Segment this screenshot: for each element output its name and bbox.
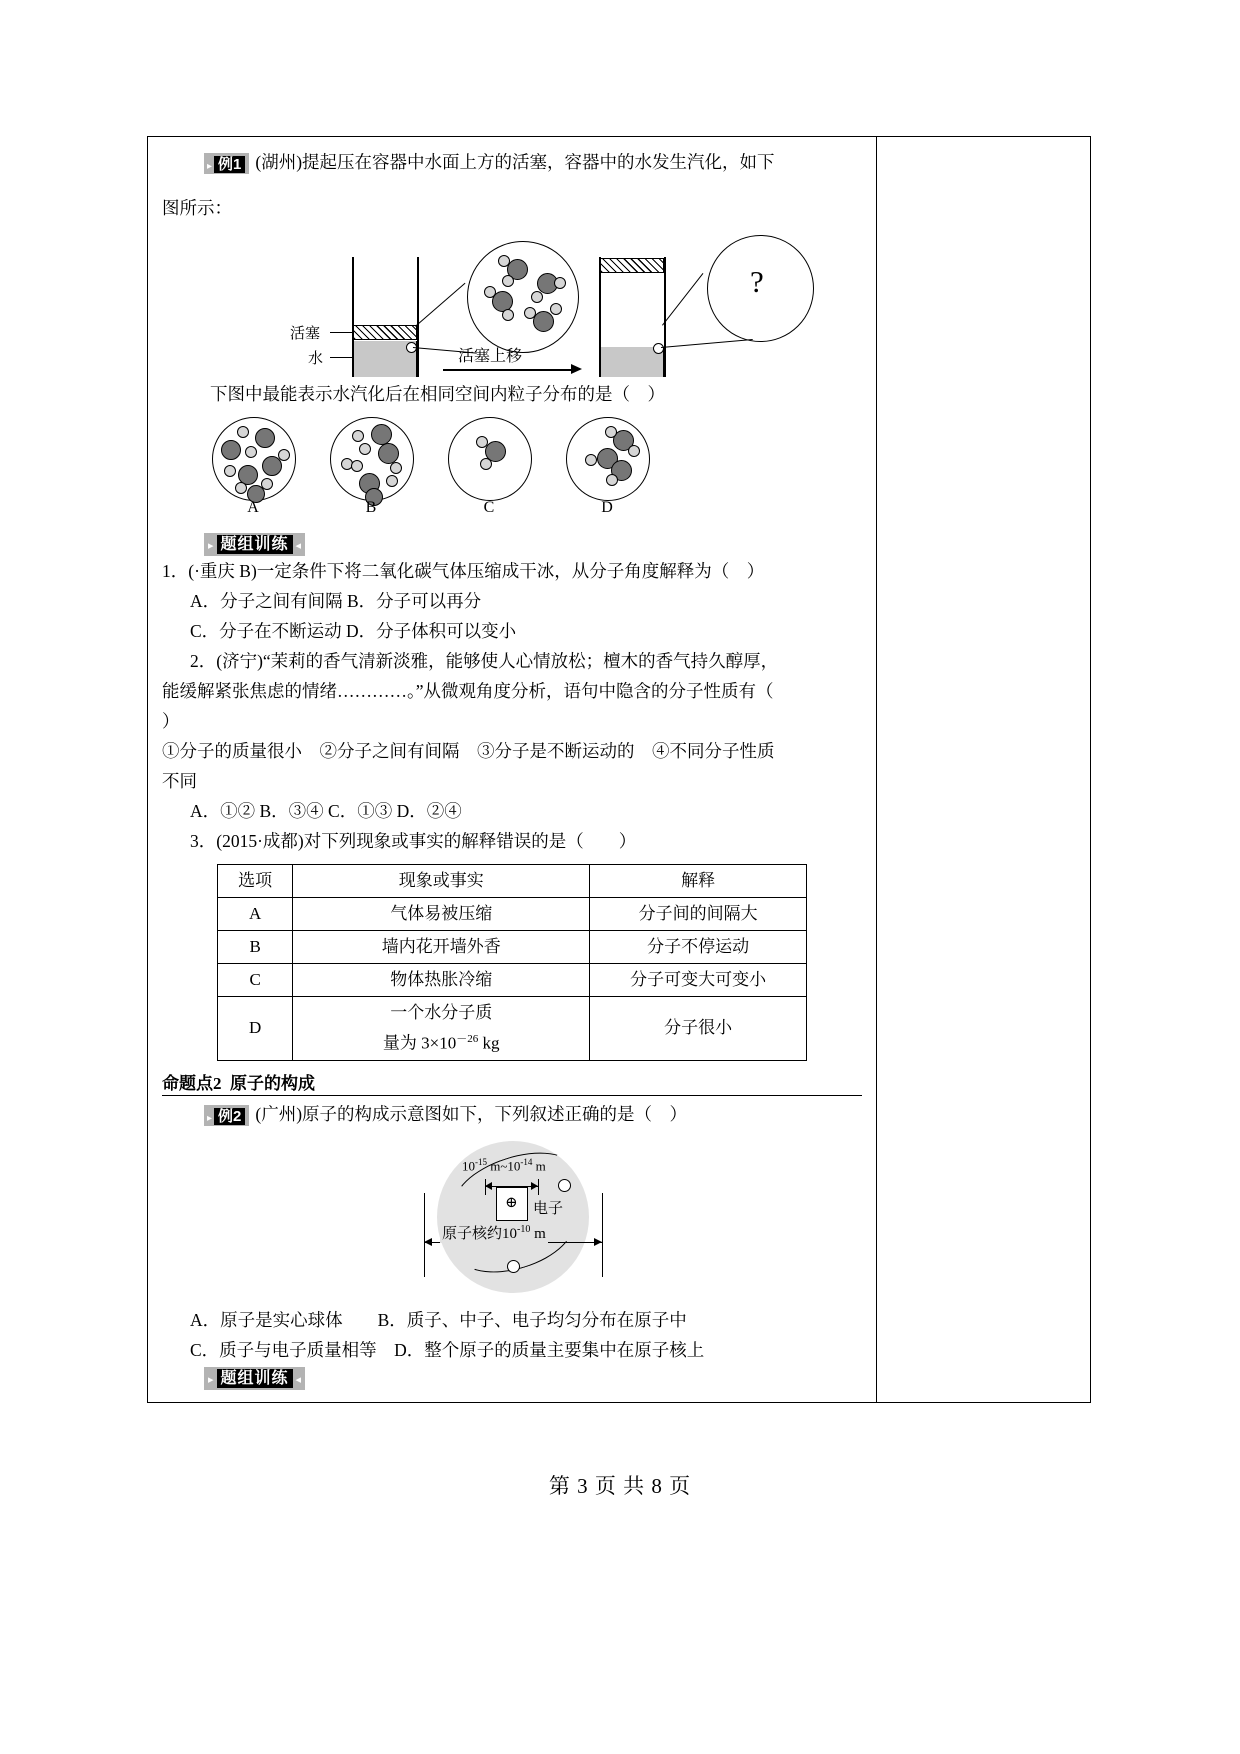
table-cell-option: B — [218, 931, 293, 964]
table-cell-option: D — [218, 997, 293, 1061]
oxygen-atom — [533, 311, 554, 332]
piston-leader-line — [330, 332, 354, 333]
table-cell-fact: 气体易被压缩 — [293, 898, 590, 931]
hydrogen-atom — [550, 303, 562, 315]
question-1-options-cd: C．分子在不断运动 D．分子体积可以变小 — [190, 621, 517, 641]
table-row — [218, 931, 807, 964]
electron-particle — [558, 1179, 571, 1192]
question-2-choices: A．①② B．③④ C．①③ D．②④ — [190, 801, 462, 821]
option-circle-b — [330, 417, 414, 501]
question-3-stem: 3．(2015·成都)对下列现象或事实的解释错误的是（ ） — [190, 831, 637, 851]
atom-size-label — [440, 1222, 548, 1243]
table-cell-fact: 墙内花开墙外香 — [293, 931, 590, 964]
option-label-c: C — [483, 499, 495, 516]
particle-small — [237, 426, 249, 438]
particle-large — [378, 443, 399, 464]
question-1-options-ab: A．分子之间有间隔 B．分子可以再分 — [190, 591, 482, 611]
particle-small — [245, 446, 257, 458]
option-label-d: D — [601, 499, 613, 516]
label-piston: 活塞 — [290, 326, 321, 342]
table-cell-option: A — [218, 898, 293, 931]
particle-large — [255, 428, 275, 448]
point-2-title: 原子的构成 — [230, 1073, 315, 1093]
beaker2-right-wall — [664, 257, 666, 377]
table-cell-explain: 分子很小 — [590, 997, 807, 1061]
water-leader-line — [330, 357, 354, 358]
hydrogen-atom — [502, 275, 514, 287]
move-arrow-line — [443, 369, 573, 371]
particle-small — [359, 443, 371, 455]
particle-small — [278, 449, 290, 461]
page-footer: 第 3 页 共 8 页 — [548, 1474, 692, 1498]
proton-plus-icon: ⊕ — [505, 1194, 518, 1211]
table-cell-explain: 分子间的间隔大 — [590, 898, 807, 931]
point-2-label: 命题点2 — [162, 1073, 222, 1093]
hydrogen-atom — [531, 291, 543, 303]
question-2-items-l1: ①分子的质量很小 ②分子之间有间隔 ③分子是不断运动的 ④不同分子性质 — [162, 741, 775, 761]
fact-line-1: 一个水分子质 — [390, 1003, 493, 1022]
explanation-table — [217, 864, 807, 1061]
question-1-stem: 1．(·重庆 B)一定条件下将二氧化碳气体压缩成干冰，从分子角度解释为（ ） — [162, 561, 765, 581]
example2-badge: ▸ 例2 — [204, 1105, 249, 1126]
question-mark-label: ? — [750, 264, 764, 299]
option-circle-a — [212, 417, 296, 501]
move-arrow-head — [571, 364, 582, 374]
particle-small — [585, 454, 597, 466]
question-2-items-l2: 不同 — [162, 771, 197, 791]
label-piston-move: 活塞上移 — [458, 348, 523, 365]
particle-small — [386, 475, 398, 487]
particle-large — [221, 440, 241, 460]
hydrogen-atom — [524, 307, 536, 319]
table-row — [218, 997, 807, 1061]
triangle-right-icon: ▸ — [207, 161, 213, 173]
atom-arrow-right — [594, 1238, 602, 1246]
magnified-view-circle — [467, 241, 579, 353]
training-badge-2-wrap — [162, 1367, 862, 1390]
atom-size-unit: m — [530, 1225, 546, 1242]
question-2-stem-l2: 能缓解紧张焦虑的情绪…………。”从微观角度分析，语句中隐含的分子性质有（ — [162, 681, 774, 701]
particle-small — [606, 474, 618, 486]
option-label-a: A — [247, 499, 259, 516]
triangle-right-icon: ▸ — [207, 1113, 213, 1125]
table-header-option: 选项 — [218, 865, 293, 898]
triangle-left-icon: ◂ — [295, 1373, 302, 1386]
particle-small — [224, 465, 236, 477]
piston-hatch — [353, 325, 417, 340]
table-cell-fact — [293, 997, 590, 1061]
table-row — [218, 964, 807, 997]
particle-large — [371, 424, 392, 445]
particle-small — [605, 426, 617, 438]
example1-badge: ▸ 例1 — [204, 153, 249, 174]
page-content-column — [148, 137, 877, 1402]
magnifier2-leader-top — [662, 273, 704, 326]
table-header-row — [218, 865, 807, 898]
table-row — [218, 898, 807, 931]
hydrogen-atom — [498, 255, 510, 267]
training-badge-2: ▸ 题组训练 ◂ — [204, 1367, 305, 1390]
fact-line-3: kg — [478, 1033, 500, 1053]
particle-small — [351, 460, 363, 472]
example2-text: (广州)原子的构成示意图如下，下列叙述正确的是（ ） — [255, 1103, 688, 1124]
triangle-right-icon: ▸ — [208, 540, 214, 552]
table-cell-explain: 分子可变大可变小 — [590, 964, 807, 997]
training-badge-1-wrap — [162, 533, 862, 556]
option-label-b: B — [365, 499, 377, 516]
atom-tick-right — [602, 1193, 603, 1277]
table-cell-fact: 物体热胀冷缩 — [293, 964, 590, 997]
particle-small — [390, 462, 402, 474]
atom-size-label-pre: 原子核约10 — [442, 1225, 518, 1242]
example2-line — [204, 1099, 862, 1129]
triangle-left-icon: ◂ — [295, 540, 302, 552]
triangle-right-icon: ▸ — [208, 1373, 214, 1386]
example1-text-cont: 图所示： — [162, 198, 232, 218]
atom-size-exponent: -10 — [517, 1223, 531, 1235]
example1-text: (湖州)提起压在容器中水面上方的活塞，容器中的水发生汽化，如下 — [255, 152, 775, 172]
particle-small — [476, 436, 488, 448]
bubble-marker-2 — [653, 343, 664, 354]
fact-exponent: －26 — [456, 1033, 479, 1045]
question-2-stem-l3: ） — [162, 711, 180, 731]
option-circle-c — [448, 417, 532, 501]
beaker-right-wall — [417, 257, 419, 377]
option-circle-d — [566, 417, 650, 501]
nucleus-size-label: $10^{-15}$ $m\sim 10^{-14}$ m — [462, 1156, 546, 1173]
question-2-stem-l1: 2．(济宁)“茉莉的香气清新淡雅，能够使人心情放松；檀木的香气持久醇厚， — [190, 651, 779, 671]
electron-label: 电子 — [533, 1200, 564, 1217]
electron-particle — [507, 1260, 520, 1273]
example2-options-ab: A．原子是实心球体 B．质子、中子、电子均匀分布在原子中 — [190, 1309, 687, 1330]
particle-small — [235, 482, 247, 494]
table-header-fact: 现象或事实 — [293, 865, 590, 898]
example1-subquestion: 下图中最能表示水汽化后在相同空间内粒子分布的是（ ） — [210, 384, 665, 404]
particle-small — [480, 458, 492, 470]
training-badge-1: ▸ 题组训练 ◂ — [204, 533, 305, 556]
table-cell-option: C — [218, 964, 293, 997]
fact-line-2: 量为 3×10 — [382, 1033, 457, 1053]
table-cell-explain: 分子不停运动 — [590, 931, 807, 964]
particle-small — [628, 445, 640, 457]
page-side-column — [877, 137, 1090, 1402]
particle-small — [352, 430, 364, 442]
piston-figure — [162, 225, 862, 375]
atom-structure-figure — [162, 1135, 862, 1305]
hydrogen-atom — [554, 277, 566, 289]
atom-tick-left — [424, 1193, 425, 1277]
atom-arrow-left — [424, 1238, 432, 1246]
magnifier-leader-top — [415, 283, 466, 327]
particle-options-figure — [162, 413, 862, 531]
hydrogen-atom — [484, 286, 496, 298]
page-frame — [147, 136, 1091, 1403]
table-header-explain: 解释 — [590, 865, 807, 898]
label-water: 水 — [308, 351, 324, 367]
magnifier2-leader-bottom — [661, 339, 753, 348]
example2-options-cd: C．质子与电子质量相等 D．整个原子的质量主要集中在原子核上 — [190, 1339, 705, 1360]
example1-line — [204, 147, 862, 177]
hydrogen-atom — [502, 309, 514, 321]
point-2-heading — [162, 1069, 862, 1096]
piston2-hatch — [600, 258, 664, 273]
